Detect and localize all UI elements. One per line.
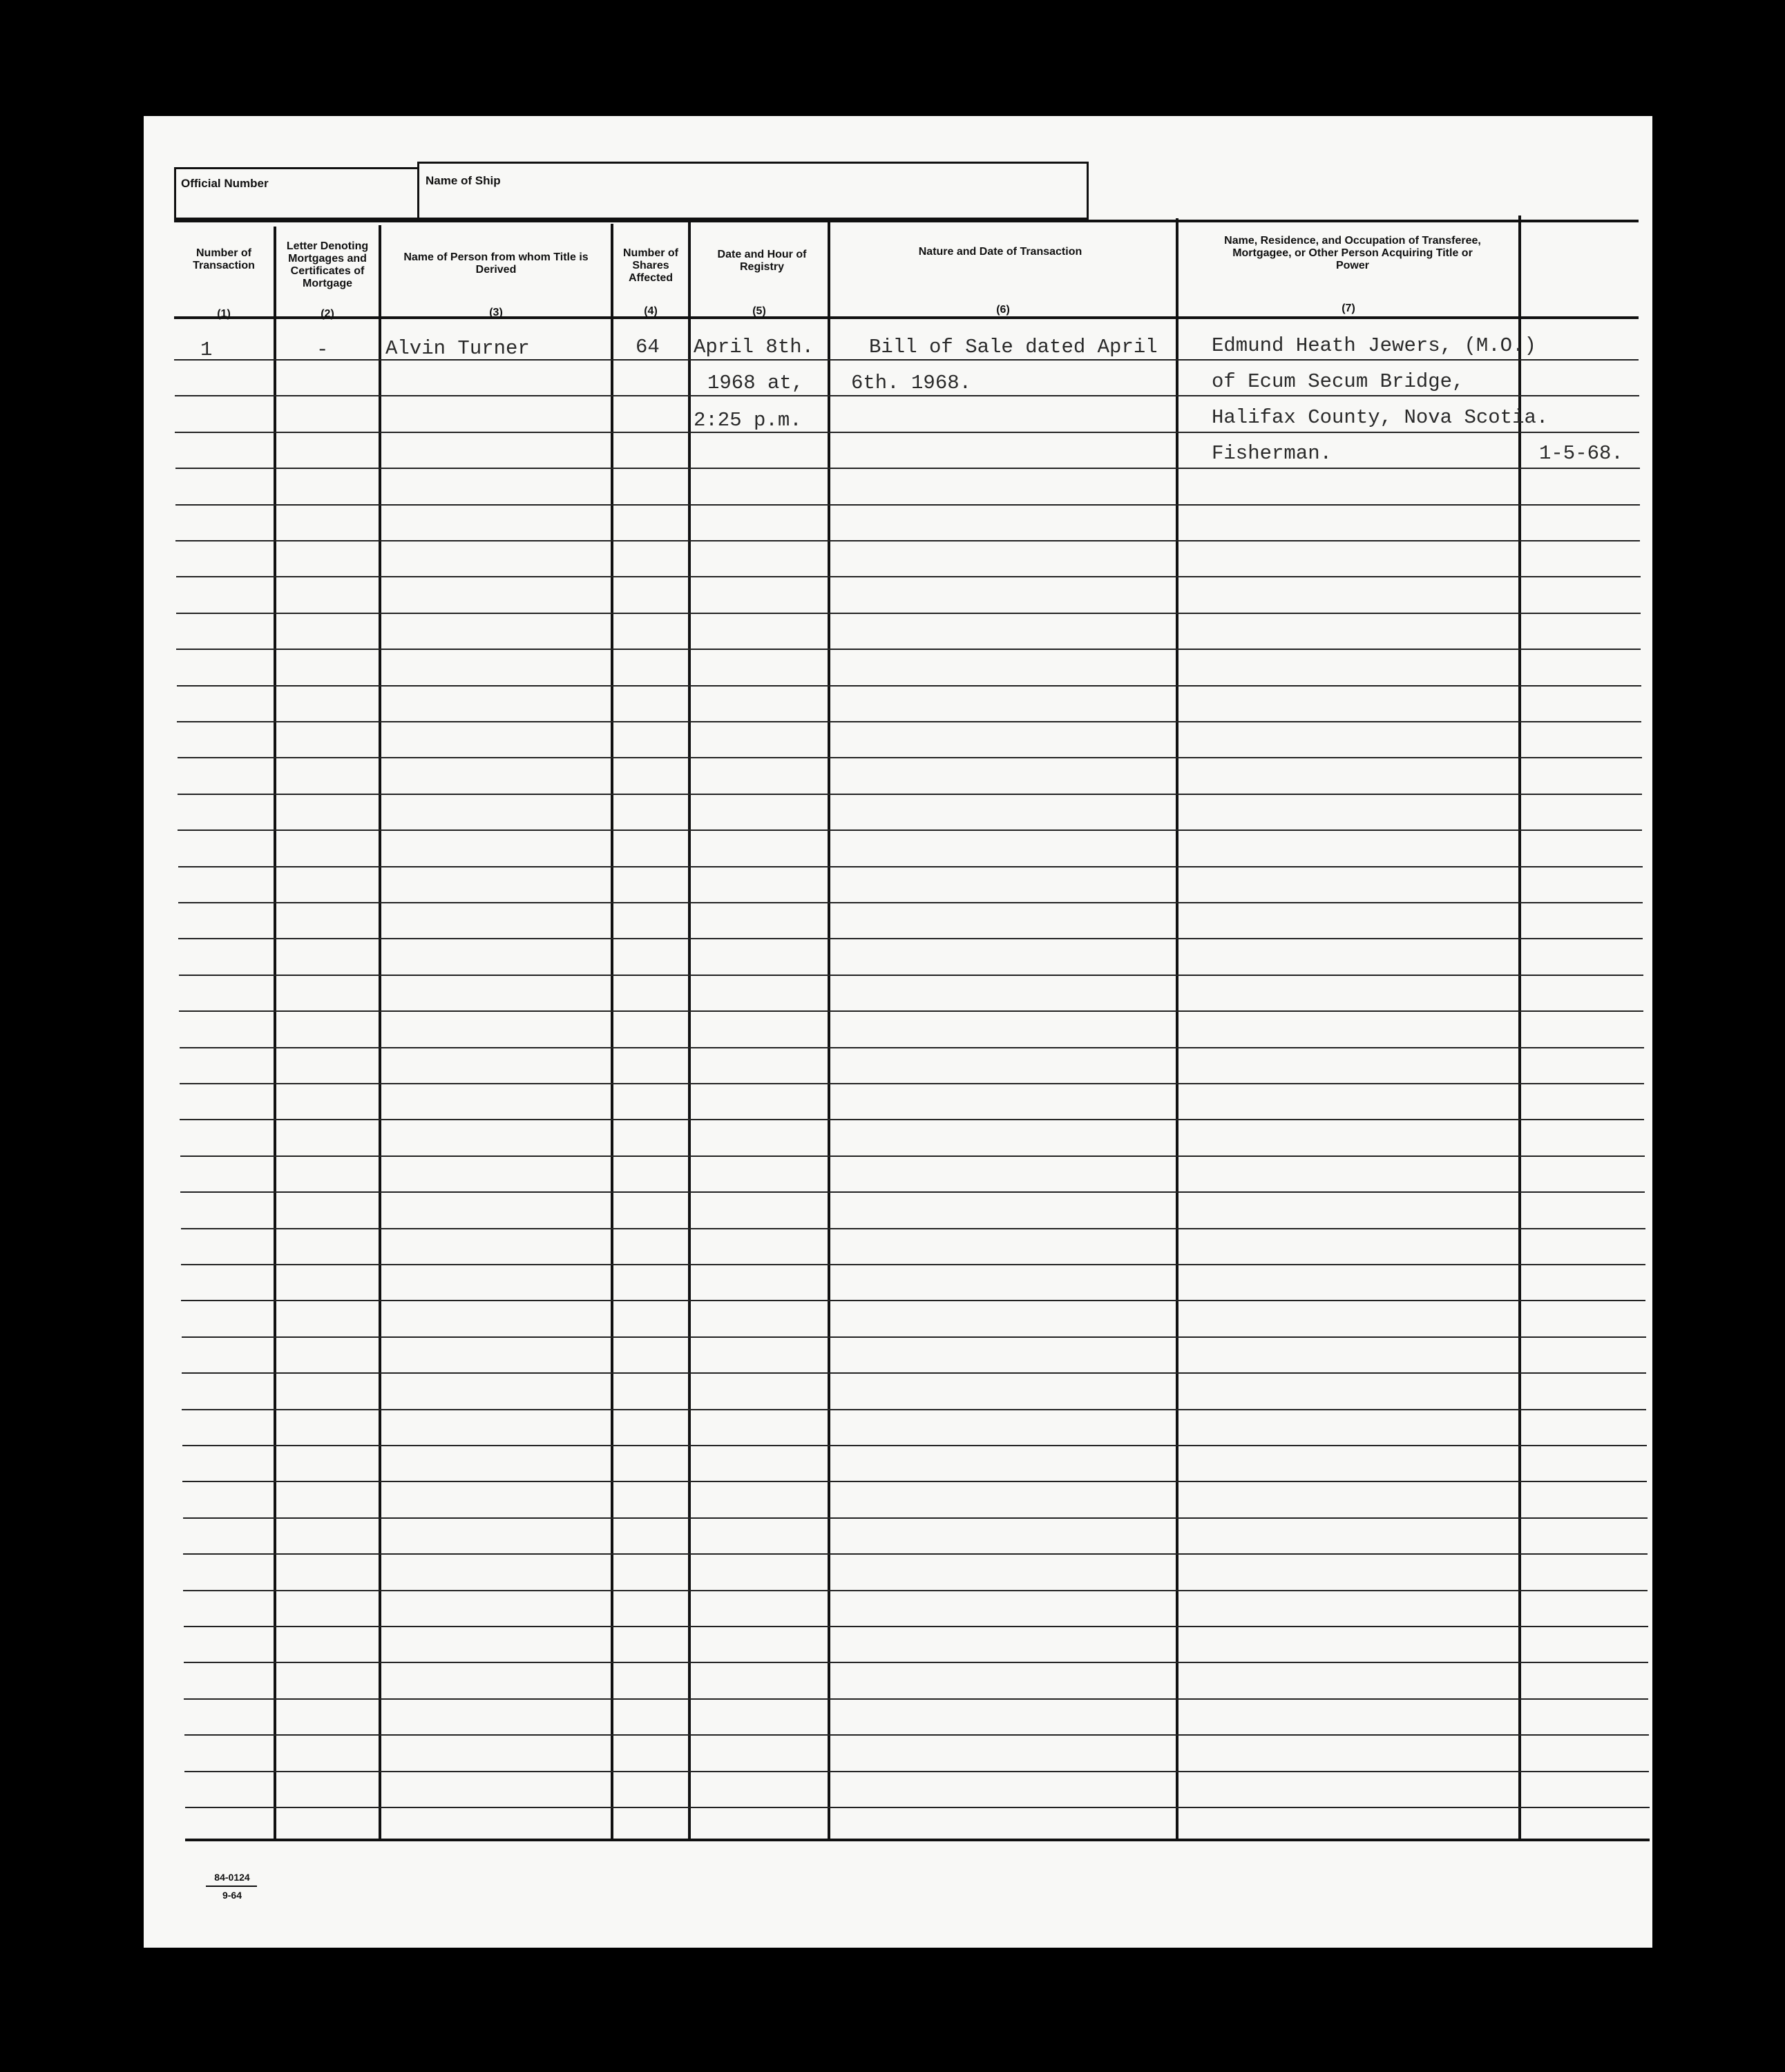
ruled-line	[183, 1590, 1648, 1591]
ruled-line	[177, 721, 1641, 722]
official-number-label: Official Number	[181, 177, 269, 190]
ruled-line	[175, 504, 1640, 506]
ruled-line	[179, 975, 1643, 976]
ruled-line	[180, 1191, 1645, 1193]
column-rule-6	[1176, 218, 1178, 1840]
table-top-rule	[174, 220, 1639, 222]
column-number-1: (1)	[217, 308, 231, 320]
ruled-line	[176, 576, 1641, 577]
nature-line-2: 6th. 1968.	[851, 372, 972, 394]
ruled-line	[181, 1228, 1645, 1229]
ruled-line	[178, 902, 1643, 903]
mortgage-letter: -	[316, 338, 329, 361]
ruled-line	[183, 1553, 1648, 1555]
column-rule-5	[828, 221, 830, 1840]
registry-line-3: 2:25 p.m.	[694, 409, 802, 432]
ruled-line	[182, 1336, 1646, 1338]
column-heading-1: Number of Transaction	[193, 247, 255, 271]
column-number-3: (3)	[489, 307, 503, 318]
ruled-line	[180, 1083, 1644, 1084]
column-heading-6: Nature and Date of Transaction	[918, 246, 1082, 258]
ruled-line	[182, 1445, 1647, 1446]
form-date: 9-64	[222, 1890, 242, 1901]
ruled-line	[175, 432, 1639, 433]
margin-note: 1-5-68.	[1539, 442, 1623, 465]
ruled-line	[179, 1010, 1643, 1012]
form-code: 84-0124	[214, 1872, 250, 1883]
transaction-number: 1	[200, 338, 213, 361]
ruled-line	[177, 685, 1641, 687]
ruled-line	[175, 468, 1640, 469]
ruled-line	[176, 649, 1641, 650]
column-rule-3	[611, 224, 613, 1840]
form-number-divider	[206, 1886, 257, 1887]
register-page	[144, 116, 1652, 1948]
ruled-line	[183, 1517, 1648, 1519]
ruled-line	[184, 1626, 1648, 1627]
ruled-line	[175, 540, 1640, 541]
column-number-2: (2)	[321, 308, 334, 320]
column-heading-4: Number of Shares Affected	[623, 247, 678, 284]
ruled-line	[176, 613, 1641, 614]
table-bottom-rule	[185, 1839, 1650, 1841]
official-number-box	[174, 167, 419, 220]
registry-line-2: 1968 at,	[707, 372, 804, 394]
column-number-6: (6)	[996, 304, 1010, 316]
ruled-line	[178, 938, 1643, 939]
from-person: Alvin Turner	[385, 337, 530, 360]
nature-line-1: Bill of Sale dated April	[869, 336, 1158, 358]
ruled-line	[184, 1662, 1648, 1663]
ruled-line	[182, 1409, 1646, 1410]
shares-affected: 64	[636, 336, 660, 358]
column-rule-4	[688, 222, 691, 1840]
acquirer-line-3: Halifax County, Nova Scotia.	[1212, 406, 1549, 429]
column-number-4: (4)	[644, 305, 658, 317]
ruled-line	[180, 1119, 1644, 1120]
ruled-line	[182, 1372, 1646, 1374]
ruled-line	[184, 1734, 1649, 1736]
column-number-5: (5)	[752, 305, 766, 317]
ruled-line	[180, 1155, 1645, 1157]
ruled-line	[184, 1698, 1648, 1700]
column-heading-3: Name of Person from whom Title is Derived	[403, 251, 589, 276]
ruled-line	[178, 829, 1642, 831]
column-heading-7: Name, Residence, and Occupation of Transferee, Mortgagee, or Other Person Acquiring Title or Power	[1224, 235, 1481, 271]
name-of-ship-box	[417, 162, 1089, 220]
ruled-line	[178, 757, 1642, 758]
ruled-line	[180, 1047, 1644, 1048]
ruled-line	[178, 866, 1643, 867]
acquirer-line-1: Edmund Heath Jewers, (M.O.)	[1212, 334, 1536, 357]
ruled-line	[178, 794, 1642, 795]
registry-line-1: April 8th.	[694, 336, 814, 358]
column-rule-7	[1518, 215, 1521, 1840]
acquirer-line-2: of Ecum Secum Bridge,	[1212, 370, 1464, 393]
acquirer-line-4: Fisherman.	[1212, 442, 1333, 465]
ruled-line	[184, 1771, 1649, 1772]
ruled-line	[182, 1481, 1647, 1482]
column-number-7: (7)	[1342, 303, 1355, 314]
ruled-line	[175, 395, 1639, 396]
ruled-line	[181, 1264, 1645, 1265]
column-heading-2: Letter Denoting Mortgages and Certificates of Mortgage	[286, 240, 369, 289]
column-heading-5: Date and Hour of Registry	[717, 249, 807, 273]
name-of-ship-label: Name of Ship	[426, 174, 501, 187]
ruled-line	[185, 1807, 1650, 1808]
ruled-line	[181, 1300, 1645, 1301]
